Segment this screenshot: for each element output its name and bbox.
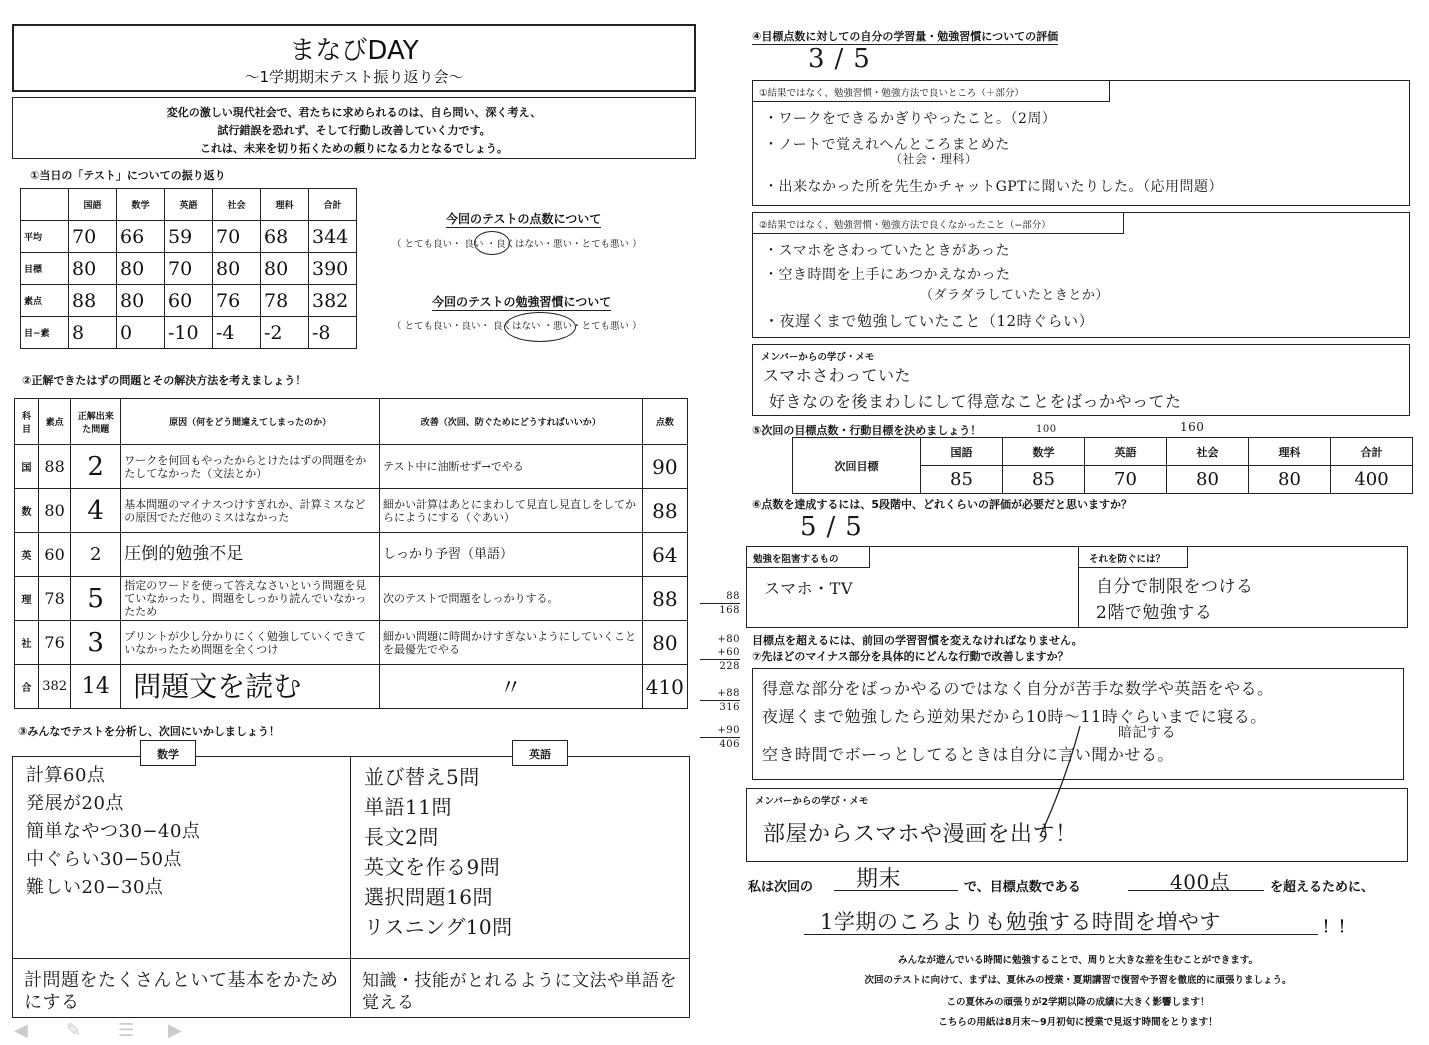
good-line-3: （社会・理科） [890, 152, 978, 166]
fix-cell: しっかり予習（単語） [379, 533, 642, 577]
cause-cell: 問題文を読む [121, 665, 380, 709]
col-header: 国語 [921, 438, 1003, 466]
fix-cell: 細かい問題に時間かけすぎないようにしていくことを最優先でやる [379, 621, 642, 665]
target-table [792, 437, 1413, 494]
pledge-suffix: を超えるために、 [1270, 880, 1375, 895]
score-cell: 382 [39, 665, 71, 709]
table-row [15, 533, 688, 577]
list-item: 中ぐらい30−50点 [26, 849, 182, 870]
section1-heading: ①当日の「テスト」についての振り返り [30, 169, 226, 182]
col-header: 改善（次回、防ぐためにどうすればいいか） [379, 399, 642, 445]
table-row [15, 489, 688, 533]
pledge-mid: で、目標点数である [964, 880, 1081, 895]
margin-calc-line: +88 [717, 688, 740, 699]
score-cell: 78 [39, 577, 71, 621]
improvement-insert: 暗記する [1118, 725, 1176, 741]
memo-arrow [1030, 724, 1090, 844]
list-item: 難しい20−30点 [26, 877, 164, 898]
table-row [21, 285, 357, 317]
score-cell: 88 [69, 285, 117, 317]
score-table-corner [21, 189, 69, 221]
score-cell: 59 [165, 221, 213, 253]
section6-rating: 5/5 [800, 512, 872, 542]
q1-selection-circle [474, 231, 510, 255]
bad-points-label: ②結果ではなく、勉強習慣・勉強方法で良くなかったこと（−部分） [759, 220, 1051, 231]
intro-line-1: 変化の激しい現代社会で、君たちに求められるのは、自ら問い、深く考え、 [166, 106, 542, 119]
obstacle-label: 勉強を阻害するもの [753, 554, 839, 565]
q2-scale: （ とても良い・良い・ 良くはない ・悪い・とても悪い ） [392, 321, 642, 332]
col-header: 英語 [165, 189, 213, 221]
points-cell: 88 [642, 577, 687, 621]
bad-line-2: ・空き時間を上手にあつかえなかった [764, 267, 1011, 283]
score-cell: -4 [213, 317, 261, 349]
math-analysis [26, 762, 200, 902]
prevent-label-box [1078, 546, 1188, 568]
english-note: 知識・技能がとれるように文法や単語を覚える [362, 971, 677, 1013]
page-title: まなびDAY [289, 36, 419, 66]
subject-cell: 英 [15, 533, 39, 577]
intro-line-3: これは、未来を切り拓くための頼りになる力となるでしょう。 [200, 142, 508, 155]
table-row [15, 445, 688, 489]
pledge-action: 1学期のころよりも勉強する時間を増やす [820, 910, 1221, 934]
score-table [20, 188, 357, 349]
prevent-line-2: 2階で勉強する [1096, 603, 1213, 623]
subject-cell: 社 [15, 621, 39, 665]
target-cell: 80 [1249, 466, 1331, 494]
list-item: 単語11問 [364, 795, 452, 819]
member-memo-line-2: 好きなのを後まわしにして得意なことをばっかやってた [769, 392, 1182, 411]
section5-heading: ⑤次回の目標点数・行動目標を決めましょう！ [752, 424, 982, 437]
pledge-target-line [1128, 890, 1264, 891]
table-row [21, 221, 357, 253]
pen-icon[interactable]: ✎ [66, 1020, 82, 1041]
section4-heading: ④目標点数に対しての自分の学習量・勉強習慣についての評価 [752, 30, 1059, 43]
member-memo-2-text: 部屋からスマホや漫画を出す！ [763, 822, 1078, 847]
pledge-target: 400点 [1170, 870, 1231, 894]
list-item: リスニング10問 [364, 915, 513, 939]
pledge-exam-line [834, 890, 958, 891]
analysis-divider [350, 756, 351, 1018]
target-cell: 85 [1003, 466, 1085, 494]
score-cell: 80 [69, 253, 117, 285]
obstacle-label-box [746, 546, 870, 568]
good-line-4: ・出来なかった所を先生かチャットGPTに聞いたりした。（応用問題） [764, 179, 1224, 195]
fix-cell: 〃 [379, 665, 642, 709]
count-cell: 5 [71, 577, 121, 621]
score-cell: 344 [309, 221, 357, 253]
math-note: 計問題をたくさんといて基本をかためにする [24, 970, 339, 1013]
cause-cell: プリントが少し分かりにくく勉強していくできていなかったため問題を全くつけ [121, 621, 380, 665]
section7-heading: ⑦先ほどのマイナス部分を具体的にどんな行動で改善しますか？ [752, 650, 1069, 663]
score-cell: 78 [261, 285, 309, 317]
mistake-table-header [15, 399, 688, 445]
cause-cell: 指定のワードを使って答えなさいという問題を見ていなかったり、問題をしっかり読んでいなかったため [121, 577, 380, 621]
score-cell: 80 [117, 285, 165, 317]
col-header: 合計 [309, 189, 357, 221]
score-cell: 0 [117, 317, 165, 349]
table-row [15, 577, 688, 621]
col-header: 原因（何をどう間違えてしまったのか） [121, 399, 380, 445]
q2-title: 今回のテストの勉強習慣について [432, 295, 612, 309]
margin-calc-line: +80 [717, 634, 740, 645]
list-item: 簡単なやつ30−40点 [26, 821, 201, 842]
q2-selection-circle [504, 312, 576, 342]
section5-note-a: 100 [1036, 424, 1057, 435]
mistake-analysis-table [14, 398, 688, 709]
score-cell: 70 [69, 221, 117, 253]
q1-scale: （ とても良い・ 良い ・良くはない・悪い・とても悪い ） [392, 239, 642, 250]
table-row [15, 665, 688, 709]
row-label: 次回目標 [793, 438, 921, 494]
table-row [21, 317, 357, 349]
member-memo-box [752, 344, 1410, 416]
english-analysis [364, 762, 513, 942]
improvement-line-2: 夜遅くまで勉強したら逆効果だから10時〜11時ぐらいまでに寝る。 [762, 707, 1267, 726]
member-memo-label: メンバーからの学び・メモ [761, 352, 875, 363]
col-header: 社会 [213, 189, 261, 221]
footer-line-4: こちらの用紙は8月末〜9月初旬に授業で見返す時間をとります！ [938, 1017, 1218, 1028]
row-label: 目標 [21, 253, 69, 285]
title-box [12, 24, 696, 92]
q1-title: 今回のテストの点数について [446, 212, 602, 226]
math-tab-label: 数学 [157, 748, 179, 761]
row-label: 目−素 [21, 317, 69, 349]
section2-heading: ②正解できたはずの問題とその解決方法を考えましょう！ [22, 374, 307, 387]
margin-calc-line: +90 [717, 725, 740, 736]
obstacle-text: スマホ・TV [764, 579, 853, 598]
menu-icon[interactable]: ☰ [118, 1020, 135, 1041]
list-item: 並び替え5問 [364, 765, 480, 789]
fix-cell: テスト中に油断せず→でやる [379, 445, 642, 489]
score-cell: 68 [261, 221, 309, 253]
target-cell: 70 [1085, 466, 1167, 494]
score-cell: 70 [165, 253, 213, 285]
prevent-label: それを防ぐには？ [1089, 554, 1166, 565]
count-cell: 2 [71, 445, 121, 489]
page-subtitle: 〜1学期期末テスト振り返り会〜 [244, 68, 464, 86]
col-header: 点数 [642, 399, 687, 445]
list-item: 長文2問 [364, 825, 439, 849]
good-line-2: ・ノートで覚えれへんところまとめた [764, 137, 1010, 153]
prevent-line-1: 自分で制限をつける [1096, 577, 1254, 597]
cause-cell: ワークを何回もやったからとけたはずの問題をかたしてなかった（文法とか） [121, 445, 380, 489]
score-cell: -8 [309, 317, 357, 349]
col-header: 理科 [1249, 438, 1331, 466]
col-header: 合計 [1331, 438, 1413, 466]
footer-line-2: 次回のテストに向けて、まずは、夏休みの授業・夏期講習で復習や予習を徹底的に頑張りましょう。 [864, 975, 1292, 986]
fix-cell: 次のテストで問題をしっかりする。 [379, 577, 642, 621]
margin-calc-line: 168 [700, 603, 740, 617]
margin-calc-line: 88 [726, 591, 740, 602]
member-memo-2-label: メンバーからの学び・メモ [755, 796, 869, 807]
bad-line-1: ・スマホをさわっていたときがあった [764, 243, 1010, 259]
pledge-action-line [804, 934, 1318, 935]
section6-heading: ⑥点数を達成するには、5段階中、どれくらいの評価が必要だと思いますか？ [752, 498, 1132, 511]
score-cell: 80 [39, 489, 71, 533]
target-table-header [793, 438, 1413, 466]
score-cell: 66 [117, 221, 165, 253]
points-cell: 80 [642, 621, 687, 665]
cause-cell: 圧倒的勉強不足 [121, 533, 380, 577]
col-header: 数学 [1003, 438, 1085, 466]
list-item: 発展が20点 [26, 793, 124, 814]
col-header: 素点 [39, 399, 71, 445]
section7-intro: 目標点を超えるには、前回の学習習慣を変えなければなりません。 [752, 634, 1083, 647]
score-table-header [21, 189, 357, 221]
count-cell: 3 [71, 621, 121, 665]
list-item: 選択問題16問 [364, 885, 493, 909]
score-cell: 76 [39, 621, 71, 665]
bad-line-4: ・夜遅くまで勉強していたこと（12時ぐらい） [764, 312, 1095, 330]
margin-calc-line: 406 [700, 737, 740, 751]
score-cell: 88 [39, 445, 71, 489]
row-label: 素点 [21, 285, 69, 317]
intro-message-box [12, 97, 696, 159]
score-cell: -2 [261, 317, 309, 349]
score-cell: 80 [117, 253, 165, 285]
subject-cell: 数 [15, 489, 39, 533]
points-cell: 88 [642, 489, 687, 533]
pledge-end: ！！ [1322, 917, 1355, 936]
score-cell: 60 [165, 285, 213, 317]
list-item: 計算60点 [26, 765, 106, 786]
member-memo-line-1: スマホさわっていた [763, 366, 912, 385]
col-header: 社会 [1167, 438, 1249, 466]
english-tab-label: 英語 [529, 748, 551, 761]
margin-calc-line: +60 [717, 647, 740, 658]
target-cell: 80 [1167, 466, 1249, 494]
score-cell: -10 [165, 317, 213, 349]
col-header: 英語 [1085, 438, 1167, 466]
target-cell: 400 [1331, 466, 1413, 494]
margin-calc-line: 316 [700, 700, 740, 714]
footer-line-3: この夏休みの頑張りが2学期以降の成績に大きく影響します！ [946, 997, 1210, 1008]
subject-cell: 理 [15, 577, 39, 621]
analysis-note-divider [12, 958, 690, 959]
points-cell: 90 [642, 445, 687, 489]
score-cell: 382 [309, 285, 357, 317]
points-cell: 410 [642, 665, 687, 709]
fix-cell: 細かい計算はあとにまわして見直し見直しをしてからにようにする（ぐあい） [379, 489, 642, 533]
english-tab [512, 740, 568, 766]
col-header: 理科 [261, 189, 309, 221]
back-nav-icon[interactable]: ◀ [14, 1020, 28, 1041]
list-item: 英文を作る9問 [364, 855, 501, 879]
margin-calc-line: 228 [700, 659, 740, 673]
margin-calculation [700, 590, 740, 751]
good-line-1: ・ワークをできるかぎりやったこと。（2周） [764, 111, 1057, 127]
table-row [15, 621, 688, 665]
section5-note-b: 160 [1180, 420, 1205, 434]
col-header: 科目 [15, 399, 39, 445]
col-header: 正解出来た問題 [71, 399, 121, 445]
improvement-line-1: 得意な部分をばっかやるのではなく自分が苦手な数学や英語をやる。 [762, 679, 1274, 698]
score-cell: 80 [261, 253, 309, 285]
score-cell: 76 [213, 285, 261, 317]
section4-rating: 3/5 [808, 44, 880, 74]
score-cell: 8 [69, 317, 117, 349]
count-cell: 14 [71, 665, 121, 709]
good-points-label-box [752, 80, 1110, 102]
col-header: 国語 [69, 189, 117, 221]
row-label: 平均 [21, 221, 69, 253]
score-cell: 70 [213, 221, 261, 253]
score-cell: 390 [309, 253, 357, 285]
table-row [21, 253, 357, 285]
intro-line-2: 試行錯誤を恐れず、そして行動し改善していく力です。 [217, 124, 491, 137]
cause-cell: 基本問題のマイナスつけすぎれか、計算ミスなどの原因でただ他のミスはなかった [121, 489, 380, 533]
bad-points-label-box [752, 212, 1124, 234]
subject-cell: 合 [15, 665, 39, 709]
points-cell: 64 [642, 533, 687, 577]
pledge-prefix: 私は次回の [748, 880, 814, 895]
subject-cell: 国 [15, 445, 39, 489]
forward-nav-icon[interactable]: ▶ [168, 1020, 182, 1041]
pledge-exam: 期末 [856, 867, 902, 892]
col-header: 数学 [117, 189, 165, 221]
score-cell: 60 [39, 533, 71, 577]
target-cell: 85 [921, 466, 1003, 494]
improvement-line-3: 空き時間でボーっとしてるときは自分に言い聞かせる。 [762, 745, 1174, 764]
good-points-label: ①結果ではなく、勉強習慣・勉強方法で良いところ（＋部分） [759, 88, 1024, 99]
count-cell: 2 [71, 533, 121, 577]
bad-line-3: （ダラダラしていたときとか） [920, 288, 1109, 303]
footer-line-1: みんなが遊んでいる時間に勉強することで、周りと大きな差を生むことができます。 [897, 955, 1259, 966]
count-cell: 4 [71, 489, 121, 533]
score-cell: 80 [213, 253, 261, 285]
section3-heading: ③みんなでテストを分析し、次回にいかしましょう！ [18, 725, 280, 738]
